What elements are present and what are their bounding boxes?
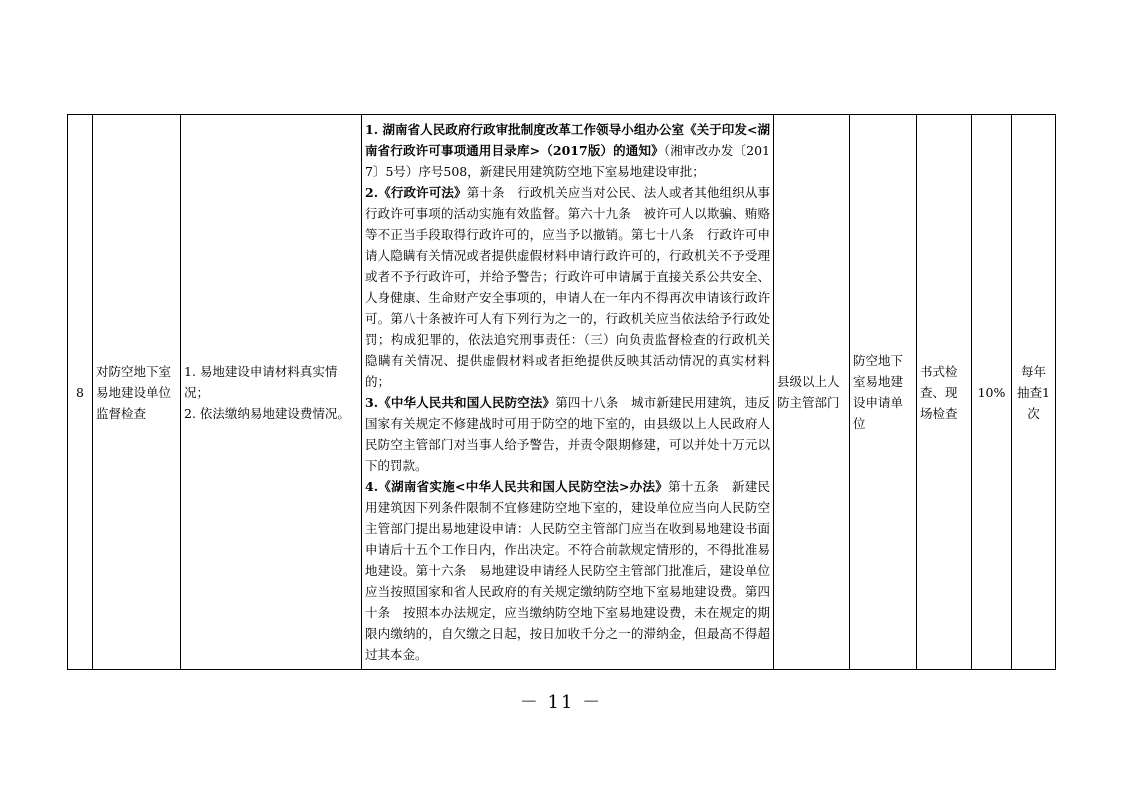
basis-text-4: 第十五条 新建民用建筑因下列条件限制不宜修建防空地下室的，建设单位应当向人民防空主管部门提出易地建设申请：人民防空主管部门应当在收到易地建设书面申请后十五个工作日内，作出决定。不符合前款规定情形的，不得批准易地建设。第十六条 易地建设申请经人民防空主管部门批准后，建设单位应当按照国家和省人民政府的有关规定缴纳防空地下室易地建设费。第四十条 按照本办法规定，应当缴纳防空地下室易地建设费，未在规定的期限内缴纳的，自欠缴之日起，按日加收千分之一的滞纳金，但最高不得超过其本金。 <box>365 479 770 662</box>
inspection-authority: 县级以上人防主管部门 <box>774 115 850 670</box>
basis-title-3: 3.《中华人民共和国人民防空法》 <box>365 395 556 410</box>
page-number: － 11 － <box>519 692 603 713</box>
supervision-table <box>67 114 1056 670</box>
basis-title-2: 2.《行政许可法》 <box>365 185 467 200</box>
basis-item-1 <box>365 119 770 182</box>
inspection-method: 书式检查、现场检查 <box>917 115 972 670</box>
basis-item-3 <box>365 392 770 476</box>
basis-text-2: 第十条 行政机关应当对公民、法人或者其他组织从事行政许可事项的活动实施有效监督。第六十九条 被许可人以欺骗、贿赂等不正当手段取得行政许可的，应当予以撤销。第七十八条 行政许可申请人隐瞒有关情况或者提供虚假材料申请行政许可的，行政机关不予受理或者不予行政许可，并给予警告；行政许可申请属于直接关系公共安全、人身健康、生命财产安全事项的，申请人在一年内不得再次申请该行政许可。第八十条被许可人有下列行为之一的，行政机关应当依法给予行政处罚；构成犯罪的，依法追究刑事责任：（三）向负责监督检查的行政机关隐瞒有关情况、提供虚假材料或者拒绝提供反映其活动情况的真实材料的； <box>365 185 770 389</box>
row-number: 8 <box>68 115 93 670</box>
basis-title-4: 4.《湖南省实施<中华人民共和国人民防空法>办法》 <box>365 479 669 494</box>
table-row <box>68 115 1056 670</box>
inspection-ratio: 10% <box>972 115 1012 670</box>
basis-item-2 <box>365 182 770 392</box>
basis-title-1: 1. 湖南省人民政府行政审批制度改革工作领导小组办公室《关于印发<湖南省行政许可事项通用目录库>（2017版）的通知》 <box>365 122 770 158</box>
content-line-1: 1. 易地建设申请材料真实情况； <box>184 363 338 400</box>
basis-text-3: 第四十八条 城市新建民用建筑，违反国家有关规定不修建战时可用于防空的地下室的，由县级以上人民政府人民防空主管部门对当事人给予警告，并责令限期修建，可以并处十万元以下的罚款。 <box>365 395 770 473</box>
basis-text-1: （湘审改办发〔2017〕5号）序号508，新建民用建筑防空地下室易地建设审批； <box>365 143 771 179</box>
inspection-frequency: 每年抽查1次 <box>1012 115 1056 670</box>
basis-item-4 <box>365 476 770 665</box>
legal-basis <box>362 115 774 670</box>
check-content <box>181 115 362 670</box>
content-line-2: 2. 依法缴纳易地建设费情况。 <box>184 405 350 421</box>
inspection-target: 防空地下室易地建设申请单位 <box>850 115 917 670</box>
check-item: 对防空地下室易地建设单位监督检查 <box>93 115 181 670</box>
